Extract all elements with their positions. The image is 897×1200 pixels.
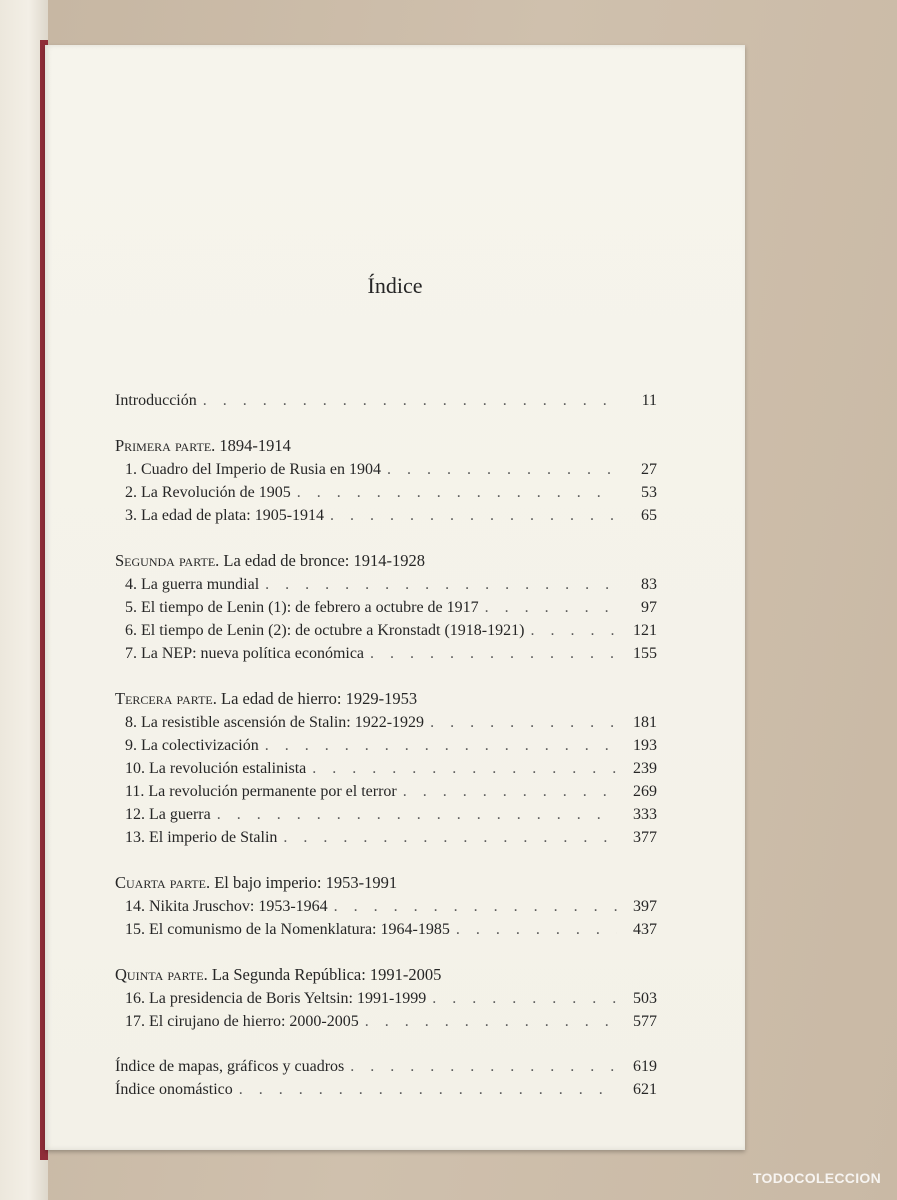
dot-leader	[530, 619, 617, 642]
entry-page: 269	[633, 783, 657, 800]
entry-page: 65	[641, 507, 657, 524]
entry-label: 7. La NEP: nueva política económica	[125, 645, 365, 662]
entry-page: 377	[633, 829, 657, 846]
entry-page: 503	[633, 990, 657, 1007]
entry-page: 397	[633, 898, 657, 915]
toc-entry	[115, 987, 657, 1010]
entry-label: 9. La colectivización	[125, 737, 259, 754]
entry-label: 14. Nikita Jruschov: 1953-1964	[125, 898, 328, 915]
entry-label: 10. La revolución estalinista	[125, 760, 307, 777]
toc-entry	[115, 803, 657, 826]
entry-page: 621	[633, 1081, 657, 1098]
entry-page: 155	[633, 645, 657, 662]
entry-label: Índice onomástico	[115, 1081, 233, 1098]
toc-entry	[115, 596, 657, 619]
toc-entry	[115, 780, 657, 803]
dot-leader	[297, 481, 617, 504]
entry-page: 181	[633, 714, 657, 731]
entry-label: 12. La guerra	[125, 806, 211, 823]
entry-page: 11	[641, 392, 657, 409]
entry-label: 5. El tiempo de Lenin (1): de febrero a octubre de 1917	[125, 599, 479, 616]
entry-label: 2. La Revolución de 1905	[125, 484, 291, 501]
toc-entry	[115, 642, 657, 665]
entry-label: 6. El tiempo de Lenin (2): de octubre a Kronstadt (1918-1921)	[125, 622, 525, 639]
part-title: La edad de hierro: 1929-1953	[216, 689, 418, 708]
dot-leader	[365, 1010, 617, 1033]
page-title: Índice	[367, 273, 423, 298]
entry-page: 97	[641, 599, 657, 616]
part-label: Quinta parte.	[115, 965, 208, 984]
book-page	[45, 45, 745, 1150]
part-heading	[115, 963, 657, 987]
entry-page: 193	[633, 737, 657, 754]
table-of-contents	[115, 389, 657, 1101]
entry-label: 8. La resistible ascensión de Stalin: 1922-1929	[125, 714, 425, 731]
dot-leader	[312, 757, 617, 780]
entry-label: Índice de mapas, gráficos y cuadros	[115, 1058, 345, 1075]
dot-leader	[350, 1055, 617, 1078]
dot-leader	[334, 895, 617, 918]
dot-leader	[432, 987, 617, 1010]
dot-leader	[456, 918, 617, 941]
entry-page: 239	[633, 760, 657, 777]
entry-page: 437	[633, 921, 657, 938]
entry-label: 3. La edad de plata: 1905-1914	[125, 507, 325, 524]
dot-leader	[217, 803, 617, 826]
entry-label: 13. El imperio de Stalin	[125, 829, 278, 846]
toc-entry	[115, 458, 657, 481]
dot-leader	[370, 642, 617, 665]
entry-label: 1. Cuadro del Imperio de Rusia en 1904	[125, 461, 381, 478]
part-label: Cuarta parte.	[115, 873, 211, 892]
dot-leader	[265, 734, 617, 757]
part-heading	[115, 434, 657, 458]
toc-entry-appendix	[115, 1055, 657, 1078]
toc-entry	[115, 826, 657, 849]
part-title: La Segunda República: 1991-2005	[207, 965, 442, 984]
dot-leader	[387, 458, 617, 481]
toc-entry	[115, 734, 657, 757]
dot-leader	[203, 389, 617, 412]
toc-entry	[115, 573, 657, 596]
part-label: Tercera parte.	[115, 689, 217, 708]
toc-entry	[115, 711, 657, 734]
part-title: La edad de bronce: 1914-1928	[219, 551, 425, 570]
dot-leader	[265, 573, 617, 596]
toc-entry	[115, 1010, 657, 1033]
entry-page: 333	[633, 806, 657, 823]
entry-label: Introducción	[115, 392, 197, 409]
dot-leader	[485, 596, 617, 619]
toc-entry	[115, 895, 657, 918]
entry-label: 4. La guerra mundial	[125, 576, 260, 593]
watermark-logo: TODOCOLECCION	[752, 1170, 881, 1186]
dot-leader	[330, 504, 617, 527]
toc-entry	[115, 918, 657, 941]
toc-entry	[115, 504, 657, 527]
dot-leader	[430, 711, 617, 734]
toc-entry	[115, 619, 657, 642]
entry-page: 83	[641, 576, 657, 593]
entry-page: 619	[633, 1058, 657, 1075]
toc-entry-intro	[115, 389, 657, 412]
entry-label: 17. El cirujano de hierro: 2000-2005	[125, 1013, 359, 1030]
part-label: Segunda parte.	[115, 551, 220, 570]
entry-page: 27	[641, 461, 657, 478]
entry-page: 577	[633, 1013, 657, 1030]
part-heading	[115, 687, 657, 711]
dot-leader	[403, 780, 617, 803]
part-heading	[115, 871, 657, 895]
entry-page: 121	[633, 622, 657, 639]
part-title: 1894-1914	[215, 436, 291, 455]
dot-leader	[283, 826, 617, 849]
dot-leader	[239, 1078, 617, 1101]
entry-label: 11. La revolución permanente por el terror	[125, 783, 397, 800]
part-heading	[115, 549, 657, 573]
entry-page: 53	[641, 484, 657, 501]
entry-label: 15. El comunismo de la Nomenklatura: 1964-1985	[125, 921, 450, 938]
entry-label: 16. La presidencia de Boris Yeltsin: 1991-1999	[125, 990, 427, 1007]
part-title: El bajo imperio: 1953-1991	[210, 873, 398, 892]
toc-entry	[115, 757, 657, 780]
part-label: Primera parte.	[115, 436, 216, 455]
toc-entry	[115, 481, 657, 504]
toc-entry-appendix	[115, 1078, 657, 1101]
